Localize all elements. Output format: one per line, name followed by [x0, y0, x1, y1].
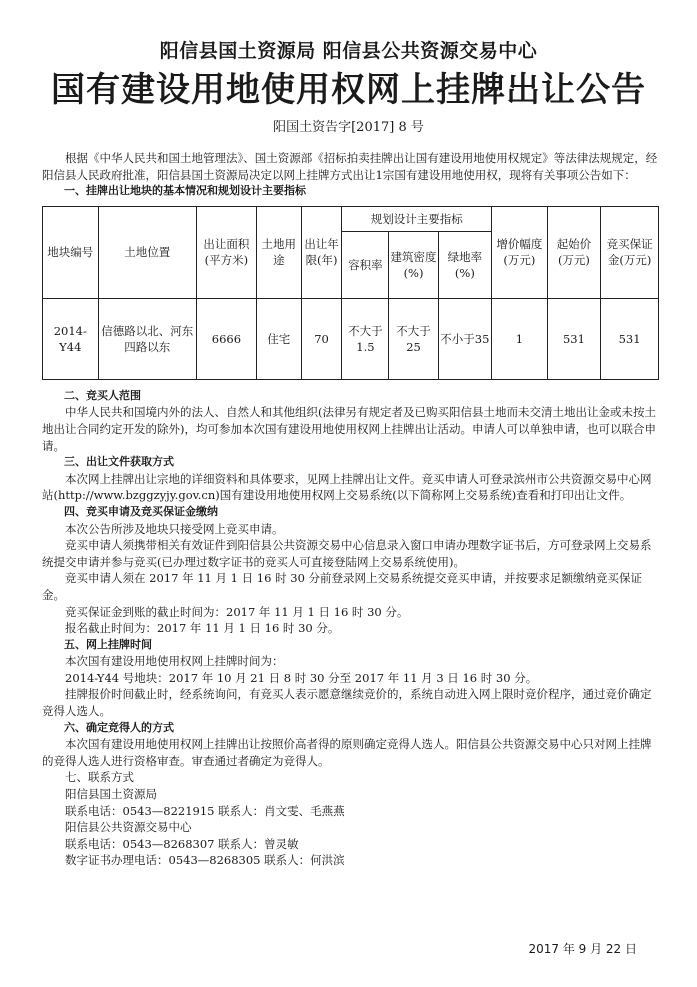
issuer-heading: 阳信县国土资源局 阳信县公共资源交易中心: [159, 40, 538, 62]
cell-density: 不大于25: [389, 298, 438, 379]
section-1-title: 一、挂牌出让地块的基本情况和规划设计主要指标: [64, 184, 306, 198]
section-4-p5: 报名截止时间为：2017 年 11 月 1 日 16 时 30 分。: [65, 621, 340, 636]
col-header-code: 地块编号: [43, 206, 99, 298]
section-4-p3: 竞买申请人须在 2017 年 11 月 1 日 16 时 30 分前登录网上交易系统提交竞买申请，并按要求足额缴纳竞买保证金。: [42, 571, 643, 602]
col-header-green: 绿地率(%): [438, 231, 492, 298]
notice-title: 国有建设用地使用权网上挂牌出让公告: [51, 70, 646, 110]
col-header-deposit: 竞买保证金(万元): [601, 206, 659, 298]
section-5-p1: 本次国有建设用地使用权网上挂牌时间为：: [65, 654, 284, 669]
section-4-title: 四、竞买申请及竞买保证金缴纳: [64, 504, 218, 518]
col-header-planning: 规划设计主要指标: [342, 206, 492, 231]
cell-area: 6666: [196, 298, 256, 379]
section-3-body: 本次网上挂牌出让宗地的详细资料和具体要求，见网上挂牌出让文件。竞买申请人可登录滨州市公共资源交易中心网站(http://www.bzggzyjy.gov.cn)国有建设用地使用权网上交易系统(以下简称网上交易系统)查看和打印出让文件。: [42, 471, 652, 503]
notice-date: 2017 年 9 月 22 日: [528, 942, 637, 956]
document-number: 阳国土资告字[2017] 8 号: [273, 120, 424, 135]
section-3-title: 三、出让文件获取方式: [64, 455, 174, 469]
cell-location: 信德路以北、河东四路以东: [98, 298, 196, 379]
section-5-p2: 2014-Y44 号地块：2017 年 10 月 21 日 8 时 30 分至 2017 年 11 月 3 日 16 时 30 分。: [65, 670, 538, 685]
col-header-far: 容积率: [342, 231, 389, 298]
intro-paragraph: 根据《中华人民共和国土地管理法》、国土资源部《招标拍卖挂牌出让国有建设用地使用权规定》等法律法规规定，经阳信县人民政府批准，阳信县国土资源局决定以网上挂牌方式出让1宗国有建设用地使用权，现将有关事项公告如下：: [42, 151, 658, 182]
cell-code: 2014-Y44: [43, 298, 99, 379]
cell-green: 不小于35: [438, 298, 492, 379]
section-6-body: 本次国有建设用地使用权网上挂牌出让按照价高者得的原则确定竞得人选人。阳信县公共资源交易中心只对网上挂牌的竞得人选人进行资格审查。审查通过者确定为竞得人。: [42, 737, 652, 768]
cell-far: 不大于1.5: [342, 298, 389, 379]
col-header-start-price: 起始价(万元): [547, 206, 600, 298]
cell-start-price: 531: [547, 298, 600, 379]
table-row: [43, 298, 659, 379]
cell-use: 住宅: [256, 298, 301, 379]
section-7-title: 七、联系方式: [65, 770, 134, 785]
cell-deposit: 531: [601, 298, 659, 379]
section-2-title: 二、竞买人范围: [64, 388, 141, 402]
section-4-p4: 竞买保证金到账的截止时间为：2017 年 11 月 1 日 16 时 30 分。: [65, 604, 409, 619]
col-header-location: 土地位置: [98, 206, 196, 298]
contact-line-1: 联系电话：0543—8221915 联系人：肖文雯、毛燕燕: [65, 803, 345, 818]
contact-org-1: 阳信县国土资源局: [65, 787, 157, 802]
cell-term: 70: [301, 298, 342, 379]
section-4-p1: 本次公告所涉及地块只接受网上竞买申请。: [65, 521, 284, 536]
section-5-title: 五、网上挂牌时间: [64, 637, 152, 651]
contact-org-2: 阳信县公共资源交易中心: [65, 820, 192, 835]
col-header-term: 出让年限(年): [301, 206, 342, 298]
section-5-p3: 挂牌报价时间截止时，经系统询问，有竞买人表示愿意继续竞价的，系统自动进入网上限时竞价程序，通过竞价确定竞得人选人。: [42, 687, 652, 719]
cell-increment: 1: [492, 298, 548, 379]
contact-line-3: 数字证书办理电话：0543—8268305 联系人：何洪滨: [65, 853, 345, 868]
col-header-use: 土地用途: [256, 206, 301, 298]
section-2-body: 中华人民共和国境内外的法人、自然人和其他组织(法律另有规定者及已购买阳信县土地而未交清土地出让金或未按土地出让合同约定开发的除外)，均可参加本次国有建设用地使用权网上挂牌出让活动。申请人可以单独申请，也可以联合申请。: [42, 405, 656, 453]
section-6-title: 六、确定竞得人的方式: [64, 720, 174, 734]
notice-body: [42, 150, 659, 869]
col-header-area: 出让面积(平方米): [196, 206, 256, 298]
col-header-density: 建筑密度(%): [389, 231, 438, 298]
section-4-p2: 竞买申请人须携带相关有效证件到阳信县公共资源交易中心信息录入窗口申请办理数字证书后，方可登录网上交易系统提交申请并参与竞买(已办理过数字证书的竞买人可直接登陆网上交易系统使用)。: [42, 538, 652, 569]
contact-line-2: 联系电话：0543—8268307 联系人：曾灵敏: [65, 836, 299, 851]
land-parcel-table: [42, 206, 659, 380]
col-header-increment: 增价幅度(万元): [492, 206, 548, 298]
